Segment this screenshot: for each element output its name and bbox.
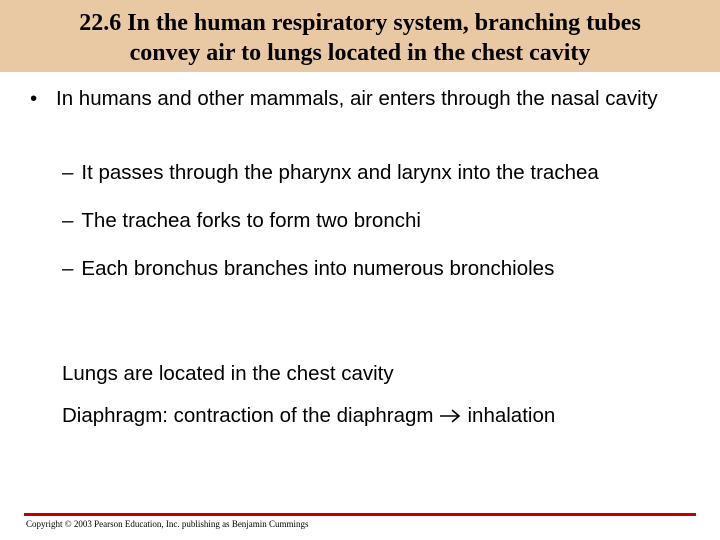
main-bullet: [30, 85, 700, 113]
dash-marker: –: [62, 209, 74, 232]
footer-rule: [24, 513, 696, 516]
slide-title: [8, 8, 712, 68]
diaphragm-text: Diaphragm: contraction of the diaphragm: [62, 404, 434, 427]
diaphragm-note: [62, 403, 702, 431]
lungs-note: Lungs are located in the chest cavity: [62, 362, 394, 385]
sub-bullet-bronchi: [62, 208, 712, 234]
dash-marker: –: [62, 161, 74, 184]
sub-bullet-pharynx: [62, 160, 712, 186]
title-line-1: 22.6 In the human respiratory system, branching tubes: [79, 10, 641, 36]
dash-marker: –: [62, 257, 74, 280]
bullet-marker: •: [30, 87, 38, 110]
sub-bullet-text: It passes through the pharynx and larynx into the trachea: [81, 161, 599, 184]
main-bullet-text: In humans and other mammals, air enters through the nasal cavity: [56, 87, 658, 110]
sub-bullet-text: The trachea forks to form two bronchi: [81, 209, 421, 232]
sub-bullet-bronchioles: [62, 256, 712, 282]
copyright-text: Copyright © 2003 Pearson Education, Inc. publishing as Benjamin Cummings: [26, 519, 309, 529]
title-line-2: convey air to lungs located in the chest cavity: [129, 40, 591, 66]
inhalation-text: inhalation: [467, 404, 556, 427]
sub-bullet-text: Each bronchus branches into numerous bronchioles: [81, 257, 555, 280]
arrow-right-icon: [439, 405, 461, 431]
